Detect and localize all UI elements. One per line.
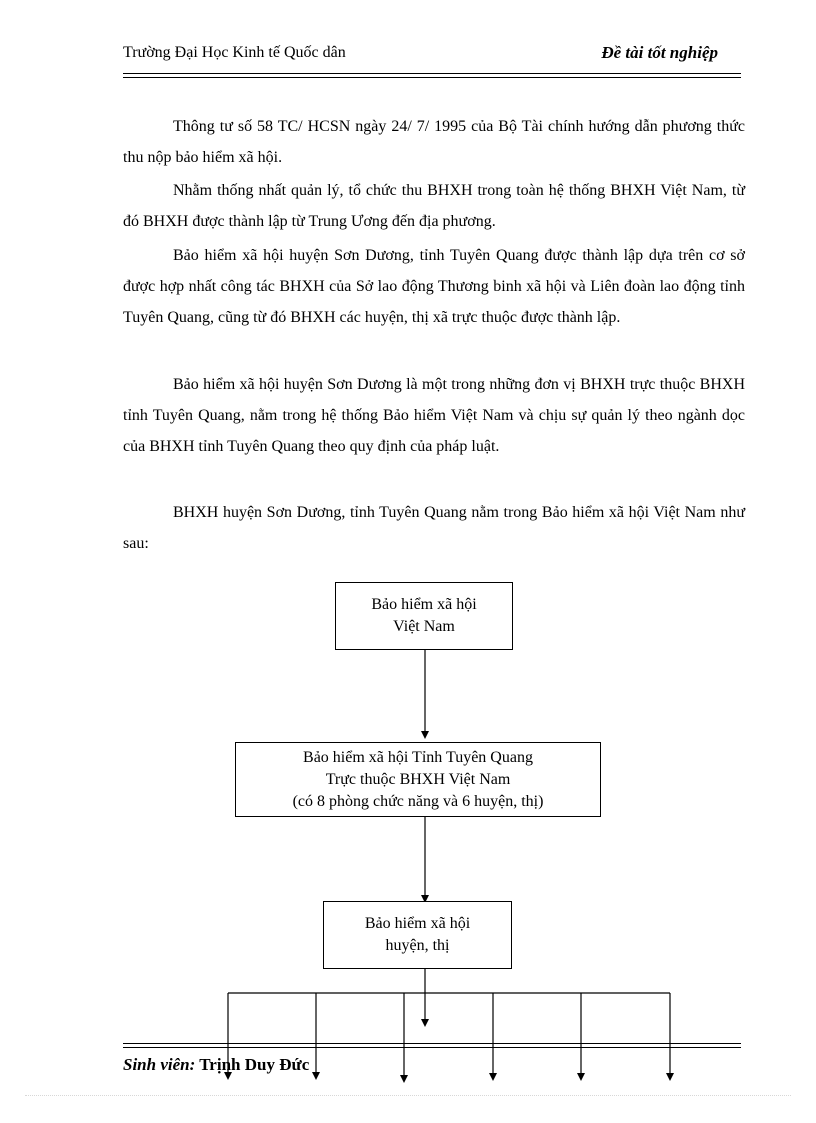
- footer-rule-top: [123, 1043, 741, 1044]
- arrowhead-branch-6: [666, 1073, 674, 1081]
- arrowhead-branch-5: [577, 1073, 585, 1081]
- paragraph-circular: Thông tư số 58 TC/ HCSN ngày 24/ 7/ 1995 của Bộ Tài chính hướng dẫn phương thức thu nộp bảo hiểm xã hội.: [123, 118, 745, 166]
- box-bhxh-vietnam-line1: Bảo hiểm xã hội: [371, 596, 477, 613]
- box-bhxh-tuyen-quang: [235, 742, 601, 817]
- arrowhead-branch-4: [489, 1073, 497, 1081]
- footer-student: [123, 1055, 309, 1075]
- arrowhead-trunk: [421, 1019, 429, 1027]
- box-district-line1: Bảo hiểm xã hội: [364, 915, 471, 932]
- footer-student-label: Sinh viên:: [123, 1055, 196, 1074]
- box-province-line2: Trực thuộc BHXH Việt Nam: [325, 770, 511, 788]
- footer-rule-bottom: [123, 1047, 741, 1048]
- page-bottom-edge: [25, 1095, 791, 1096]
- paragraph-diagram-intro: BHXH huyện Sơn Dương, tỉnh Tuyên Quang nằm trong Bảo hiểm xã hội Việt Nam như sau:: [123, 504, 745, 552]
- paragraph-establishment: Bảo hiểm xã hội huyện Sơn Dương, tỉnh Tuyên Quang được thành lập dựa trên cơ sở được hợp nhất công tác BHXH của Sở lao động Thương binh xã hội và Liên đoàn lao động tỉnh Tuyên Quang, cũng từ đó BHXH các huyện, thị xã trực thuộc được thành lập.: [123, 247, 745, 326]
- arrowhead-branch-2: [312, 1072, 320, 1080]
- box-bhxh-vietnam: [335, 582, 513, 650]
- header-school-name: Trường Đại Học Kinh tế Quốc dân: [123, 44, 346, 61]
- arrowhead-branch-3: [400, 1075, 408, 1083]
- box-bhxh-district: [323, 901, 512, 969]
- paragraph-district-unit: Bảo hiểm xã hội huyện Sơn Dương là một trong những đơn vị BHXH trực thuộc BHXH tỉnh Tuyên Quang, nằm trong hệ thống Bảo hiểm Việt Nam và chịu sự quản lý theo ngành dọc của BHXH tỉnh Tuyên Quang theo quy định của pháp luật.: [123, 376, 745, 455]
- box-district-line2: huyện, thị: [385, 937, 450, 954]
- box-bhxh-vietnam-line2: Việt Nam: [393, 618, 455, 635]
- footer-student-name: Trịnh Duy Đức: [199, 1055, 310, 1074]
- box-province-line1: Bảo hiểm xã hội Tỉnh Tuyên Quang: [303, 748, 533, 766]
- arrowhead-to-province: [421, 731, 429, 739]
- box-province-line3: (có 8 phòng chức năng và 6 huyện, thị): [292, 792, 544, 810]
- header-thesis-label: Đề tài tốt nghiệp: [601, 43, 718, 62]
- paragraph-unify-management: Nhằm thống nhất quản lý, tổ chức thu BHXH trong toàn hệ thống BHXH Việt Nam, từ đó BHXH được thành lập từ Trung Ương đến địa phương.: [123, 182, 745, 230]
